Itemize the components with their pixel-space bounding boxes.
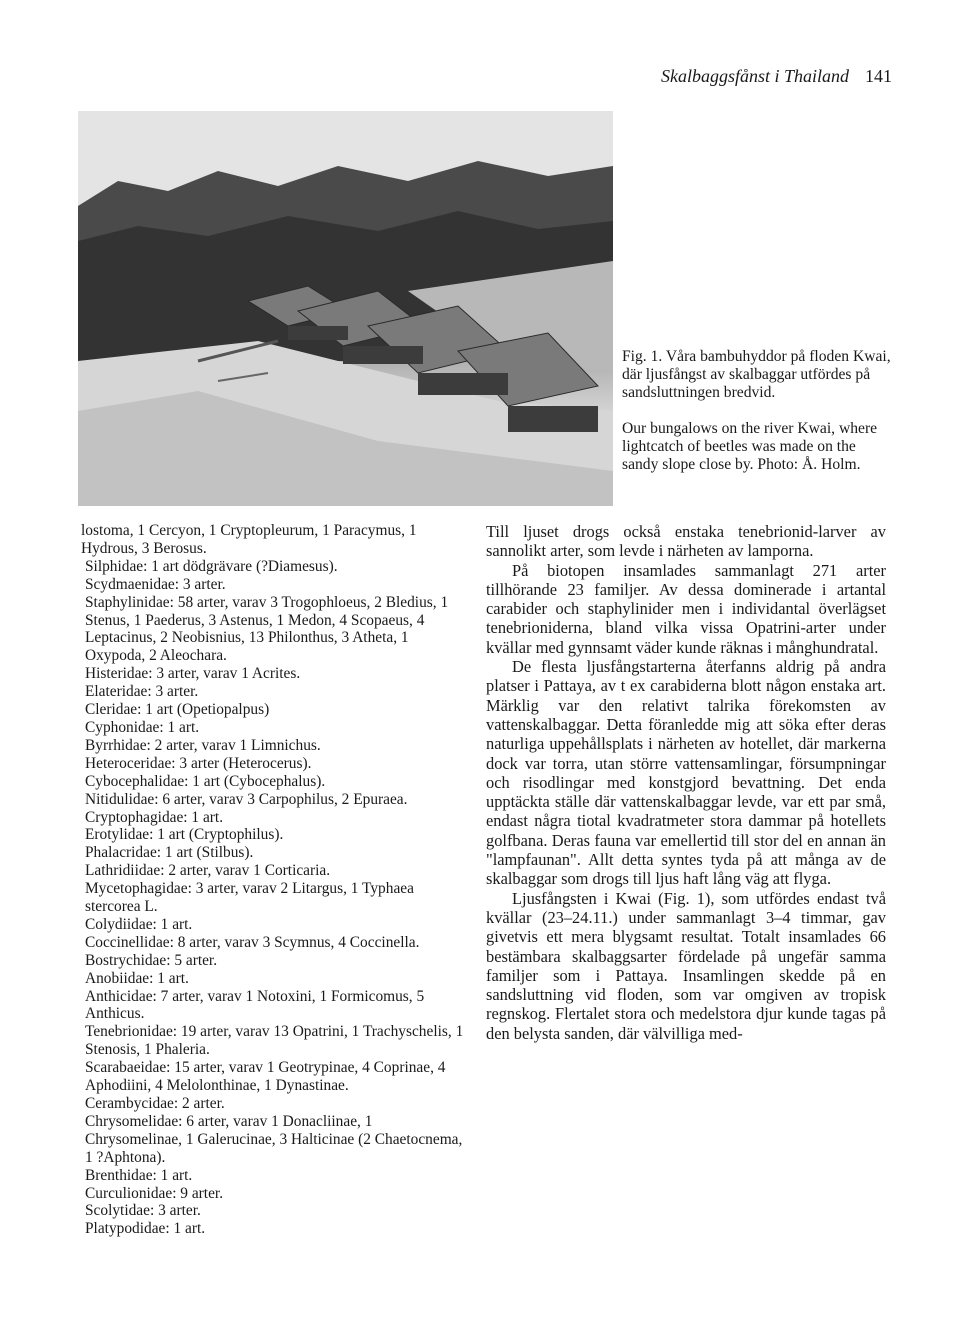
running-title: Skalbaggsfånst i Thailand [660, 66, 849, 86]
list-item: Scarabaeidae: 15 arter, varav 1 Geotrypinae, 4 Coprinae, 4 Aphodiini, 4 Melolonthinae, 1 Dynastinae. [85, 1059, 446, 1095]
paragraph: De flesta ljusfångstarterna återfanns aldrig på andra platser i Pattaya, av t ex carabiderna blott någon enstaka art. Märklig var den relativt talrika förekomsten av vattenskalbaggar. Detta föranledde mig att söka efter deras naturliga uppehållsplats i närheten av hotellet, där markerna dock var torra, utan större vattensamlingar, försumpningar och risodlingar med konstgjord bevattning. Det enda upptäckta ställe där vattenskalbaggar levde, var ett par små, endast några tiotal kvadratmeter stora dammar på hotellets golfbana. Deras fauna var emellertid till stor del en annan än "lampfaunan". Allt detta syntes tyda på att många av de skalbaggar som drogs till ljus haft lång väg att flyga. [486, 657, 886, 889]
list-item: Cryptophagidae: 1 art. [85, 808, 224, 826]
left-column [81, 522, 464, 1238]
list-item: Lathridiidae: 2 arter, varav 1 Corticaria. [85, 862, 331, 880]
list-item: Elateridae: 3 arter. [85, 683, 199, 701]
caption-english: Our bungalows on the river Kwai, where lightcatch of beetles was made on the sandy slope close by. Photo: Å. Holm. [622, 420, 878, 473]
list-item: lostoma, 1 Cercyon, 1 Cryptopleurum, 1 Paracymus, 1 Hydrous, 3 Berosus. [81, 522, 417, 557]
list-item: Byrrhidae: 2 arter, varav 1 Limnichus. [85, 736, 321, 754]
list-item: Scydmaenidae: 3 arter. [85, 575, 226, 593]
list-item: Cerambycidae: 2 arter. [85, 1095, 225, 1112]
running-head [661, 66, 892, 87]
list-item: Cleridae: 1 art (Opetiopalpus) [85, 701, 270, 719]
figure-caption [622, 348, 894, 474]
list-item: Scolytidae: 3 arter. [85, 1202, 201, 1220]
photo-illustration [78, 111, 613, 506]
paragraph: Ljusfångsten i Kwai (Fig. 1), som utfördes endast två kvällar (23–24.11.) under sammanlagt 3–4 timmar, gav givetvis ett mera blygsamt resultat. Totalt insamlades 66 bestämbara skalbaggsarter fördelade på ungefär samma familjer som i Pattaya. Insamlingen skedde på en sandsluttning vid floden, som var omgiven av tropisk regnskog. Flertalet stora och medelstora djur kunde tagas på den belysta sanden, där välvilliga med- [486, 888, 886, 1043]
list-item: Nitidulidae: 6 arter, varav 3 Carpophilus, 2 Epuraea. [85, 790, 408, 808]
list-item: Phalacridae: 1 art (Stilbus). [85, 844, 254, 862]
list-item: Coccinellidae: 8 arter, varav 3 Scymnus, 4 Coccinella. [85, 933, 420, 951]
paragraph: Till ljuset drogs också enstaka tenebrionid-larver av sannolikt arter, som levde i närheten av lamporna. [486, 522, 886, 561]
list-item: Histeridae: 3 arter, varav 1 Acrites. [85, 665, 301, 683]
list-item: Anobiidae: 1 art. [85, 969, 189, 987]
list-item: Mycetophagidae: 3 arter, varav 2 Litargus, 1 Typhaea stercorea L. [85, 880, 414, 916]
page-number: 141 [865, 66, 892, 86]
list-item: Curculionidae: 9 arter. [85, 1184, 224, 1202]
list-item: Brenthidae: 1 art. [85, 1166, 193, 1184]
list-item: Bostrychidae: 5 arter. [85, 951, 218, 969]
list-item: Anthicidae: 7 arter, varav 1 Notoxini, 1 Formicomus, 5 Anthicus. [85, 987, 425, 1023]
list-item: Tenebrionidae: 19 arter, varav 13 Opatrini, 1 Trachyschelis, 1 Stenosis, 1 Phaleria. [85, 1023, 464, 1059]
list-item: Colydiidae: 1 art. [85, 915, 193, 933]
list-item: Cybocephalidae: 1 art (Cybocephalus). [85, 772, 326, 790]
right-column [486, 522, 886, 1043]
paragraph: På biotopen insamlades sammanlagt 271 arter tillhörande 23 familjer. Av dessa dominerade i artantal carabider och staphylinider men i individantal överlägset tenebrioniderna, bland vilka vissa Opatrini-arter under kvällar med gynnsamt väder kunde räknas i månghundratal. [486, 560, 886, 657]
list-item: Chrysomelidae: 6 arter, varav 1 Donacliinae, 1 Chrysomelinae, 1 Galerucinae, 3 Halticinae (2 Chaetocnema, 1 ?Aphtona). [85, 1112, 463, 1166]
figure-photo [78, 111, 613, 506]
list-item: Silphidae: 1 art dödgrävare (?Diamesus). [85, 557, 338, 575]
list-item: Staphylinidae: 58 arter, varav 3 Trogophloeus, 2 Bledius, 1 Stenus, 1 Paederus, 3 Astenus, 1 Medon, 4 Scopaeus, 4 Leptacinus, 2 Neobisnius, 13 Philonthus, 3 Atheta, 1 Oxypoda, 2 Aleochara. [85, 593, 449, 665]
caption-swedish: Fig. 1. Våra bambuhyddor på floden Kwai, där ljusfångst av skalbaggar utfördes på sandsluttningen bredvid. [622, 348, 891, 401]
list-item: Heteroceridae: 3 arter (Heterocerus). [85, 754, 312, 772]
list-item: Erotylidae: 1 art (Cryptophilus). [85, 826, 284, 844]
list-item: Cyphonidae: 1 art. [85, 718, 200, 736]
list-item: Platypodidae: 1 art. [85, 1220, 206, 1238]
